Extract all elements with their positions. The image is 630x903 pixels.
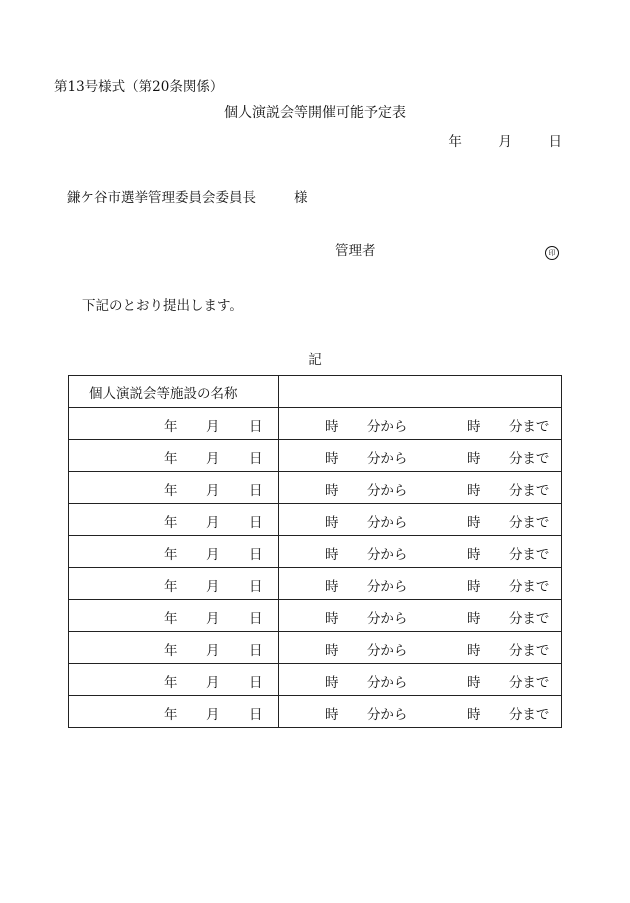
schedule-row xyxy=(69,696,562,728)
row-year-label: 年 xyxy=(164,707,178,723)
row-start-minute-label: 分から xyxy=(366,579,408,595)
row-start-hour-label: 時 xyxy=(324,515,339,531)
time-cell[interactable] xyxy=(278,472,561,504)
row-end-minute-label: 分まで xyxy=(508,419,550,435)
date-cell[interactable] xyxy=(69,504,279,536)
row-end-minute-label: 分まで xyxy=(508,547,550,563)
date-year-label: 年 xyxy=(448,134,462,150)
submission-statement: 下記のとおり提出します。 xyxy=(82,298,243,314)
row-end-hour-label: 時 xyxy=(466,675,481,691)
row-month-label: 月 xyxy=(206,611,220,627)
submission-date xyxy=(448,134,562,150)
row-end-minute-label: 分まで xyxy=(508,483,550,499)
row-start-minute-label: 分から xyxy=(366,643,408,659)
row-month-label: 月 xyxy=(206,547,220,563)
row-end-hour-label: 時 xyxy=(466,579,481,595)
row-end-minute-label: 分まで xyxy=(508,675,550,691)
time-cell[interactable] xyxy=(278,696,561,728)
facility-row xyxy=(69,376,562,408)
seal-text: 印 xyxy=(545,246,559,260)
seal-icon xyxy=(545,243,559,260)
form-number: 第13号様式（第20条関係） xyxy=(54,79,224,95)
schedule-row xyxy=(69,536,562,568)
row-end-minute-label: 分まで xyxy=(508,579,550,595)
row-end-hour-label: 時 xyxy=(466,515,481,531)
row-month-label: 月 xyxy=(206,515,220,531)
row-month-label: 月 xyxy=(206,419,220,435)
schedule-table xyxy=(68,375,562,728)
date-cell[interactable] xyxy=(69,600,279,632)
row-month-label: 月 xyxy=(206,483,220,499)
schedule-row xyxy=(69,472,562,504)
row-end-minute-label: 分まで xyxy=(508,707,550,723)
row-day-label: 日 xyxy=(249,643,263,659)
row-end-minute-label: 分まで xyxy=(508,515,550,531)
row-start-hour-label: 時 xyxy=(324,611,339,627)
row-year-label: 年 xyxy=(164,419,178,435)
time-cell[interactable] xyxy=(278,536,561,568)
addressee-name: 鎌ケ谷市選挙管理委員会委員長 xyxy=(67,190,256,206)
schedule-row xyxy=(69,600,562,632)
time-cell[interactable] xyxy=(278,408,561,440)
time-cell[interactable] xyxy=(278,632,561,664)
row-start-hour-label: 時 xyxy=(324,643,339,659)
row-year-label: 年 xyxy=(164,483,178,499)
row-month-label: 月 xyxy=(206,643,220,659)
row-month-label: 月 xyxy=(206,675,220,691)
row-day-label: 日 xyxy=(249,515,263,531)
date-cell[interactable] xyxy=(69,472,279,504)
row-end-hour-label: 時 xyxy=(466,643,481,659)
addressee-honorific: 様 xyxy=(294,190,308,206)
row-year-label: 年 xyxy=(164,451,178,467)
date-cell[interactable] xyxy=(69,440,279,472)
schedule-row xyxy=(69,504,562,536)
row-start-minute-label: 分から xyxy=(366,547,408,563)
row-year-label: 年 xyxy=(164,515,178,531)
row-year-label: 年 xyxy=(164,675,178,691)
row-end-hour-label: 時 xyxy=(466,707,481,723)
date-cell[interactable] xyxy=(69,408,279,440)
date-cell[interactable] xyxy=(69,664,279,696)
facility-name-label: 個人演説会等施設の名称 xyxy=(69,376,279,408)
row-year-label: 年 xyxy=(164,579,178,595)
schedule-row xyxy=(69,408,562,440)
row-day-label: 日 xyxy=(249,707,263,723)
facility-name-field[interactable] xyxy=(278,376,561,408)
row-end-hour-label: 時 xyxy=(466,611,481,627)
row-start-minute-label: 分から xyxy=(366,451,408,467)
row-end-hour-label: 時 xyxy=(466,451,481,467)
row-end-hour-label: 時 xyxy=(466,483,481,499)
row-start-minute-label: 分から xyxy=(366,515,408,531)
row-start-minute-label: 分から xyxy=(366,611,408,627)
row-end-hour-label: 時 xyxy=(466,419,481,435)
row-start-hour-label: 時 xyxy=(324,579,339,595)
row-end-minute-label: 分まで xyxy=(508,643,550,659)
row-start-hour-label: 時 xyxy=(324,483,339,499)
row-year-label: 年 xyxy=(164,547,178,563)
time-cell[interactable] xyxy=(278,568,561,600)
row-day-label: 日 xyxy=(249,419,263,435)
row-start-minute-label: 分から xyxy=(366,419,408,435)
date-cell[interactable] xyxy=(69,568,279,600)
ki-heading: 記 xyxy=(308,352,322,368)
row-day-label: 日 xyxy=(249,611,263,627)
row-start-hour-label: 時 xyxy=(324,451,339,467)
row-start-hour-label: 時 xyxy=(324,675,339,691)
row-day-label: 日 xyxy=(249,579,263,595)
schedule-row xyxy=(69,664,562,696)
row-day-label: 日 xyxy=(249,483,263,499)
row-end-minute-label: 分まで xyxy=(508,451,550,467)
time-cell[interactable] xyxy=(278,440,561,472)
date-cell[interactable] xyxy=(69,696,279,728)
row-start-minute-label: 分から xyxy=(366,483,408,499)
schedule-row xyxy=(69,440,562,472)
row-start-hour-label: 時 xyxy=(324,419,339,435)
addressee xyxy=(67,190,308,206)
row-month-label: 月 xyxy=(206,707,220,723)
row-year-label: 年 xyxy=(164,643,178,659)
date-day-label: 日 xyxy=(548,134,562,150)
date-month-label: 月 xyxy=(498,134,512,150)
schedule-row xyxy=(69,632,562,664)
time-cell[interactable] xyxy=(278,504,561,536)
row-start-hour-label: 時 xyxy=(324,547,339,563)
row-month-label: 月 xyxy=(206,451,220,467)
document-title: 個人演説会等開催可能予定表 xyxy=(224,105,406,121)
row-start-minute-label: 分から xyxy=(366,675,408,691)
schedule-row xyxy=(69,568,562,600)
row-start-minute-label: 分から xyxy=(366,707,408,723)
time-cell[interactable] xyxy=(278,600,561,632)
row-day-label: 日 xyxy=(249,451,263,467)
row-end-minute-label: 分まで xyxy=(508,611,550,627)
row-end-hour-label: 時 xyxy=(466,547,481,563)
date-cell[interactable] xyxy=(69,536,279,568)
manager-label: 管理者 xyxy=(335,243,376,259)
date-cell[interactable] xyxy=(69,632,279,664)
time-cell[interactable] xyxy=(278,664,561,696)
row-month-label: 月 xyxy=(206,579,220,595)
row-start-hour-label: 時 xyxy=(324,707,339,723)
row-day-label: 日 xyxy=(249,675,263,691)
row-year-label: 年 xyxy=(164,611,178,627)
row-day-label: 日 xyxy=(249,547,263,563)
